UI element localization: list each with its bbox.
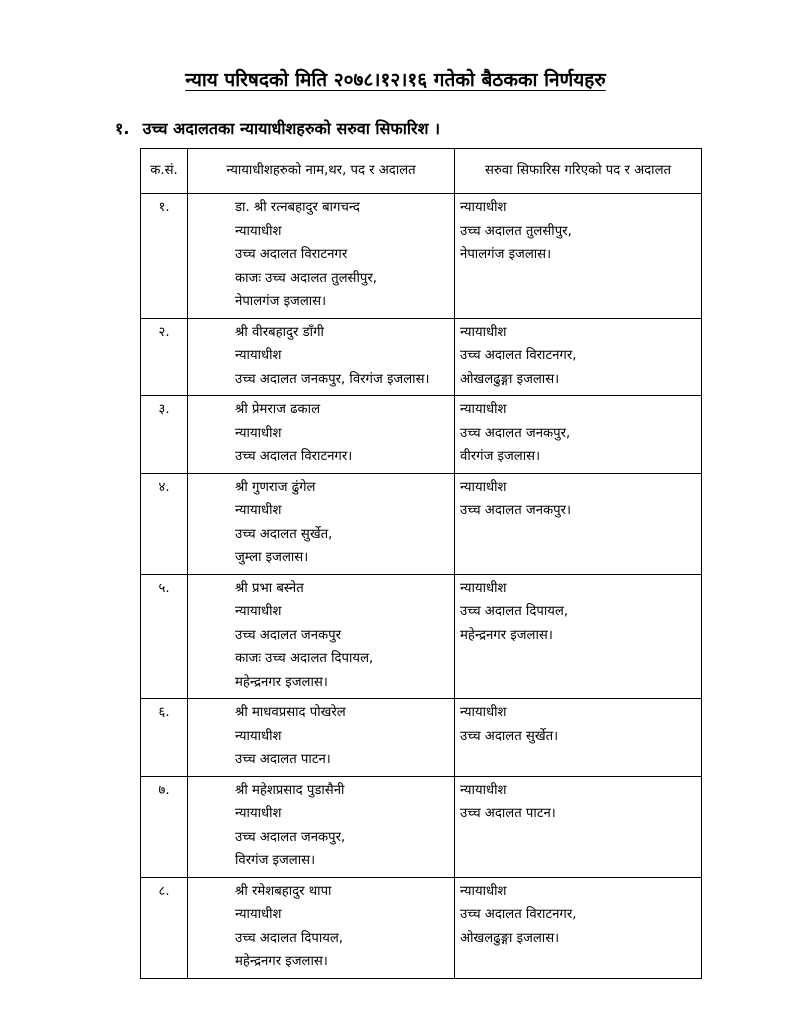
judge-line: महेन्द्रनगर इजलास। <box>235 674 328 690</box>
transfer-line: वीरगंज इजलास। <box>460 449 541 464</box>
transfer-cell <box>455 194 702 319</box>
serial-number-cell: १. <box>141 194 188 319</box>
judge-line: जुम्ला इजलास। <box>235 550 309 565</box>
serial-number-cell: ३. <box>141 396 188 474</box>
judge-line: काजः उच्च अदालत तुलसीपुर, <box>235 270 377 286</box>
judge-cell <box>188 396 455 474</box>
transfer-line: उच्च अदालत विराटनगर, <box>460 348 577 363</box>
transfer-line: उच्च अदालत तुलसीपुर, <box>460 223 572 239</box>
judge-cell <box>188 699 455 777</box>
judge-line: विरगंज इजलास। <box>235 853 316 868</box>
transfer-cell <box>455 776 702 877</box>
header-serial: क.सं. <box>141 149 188 194</box>
judge-line: श्री महेशप्रसाद पुडासैनी <box>235 782 345 798</box>
transfer-line: न्यायाधीश <box>460 782 507 798</box>
judge-line: श्री प्रेमराज ढकाल <box>235 402 321 417</box>
judge-line: उच्च अदालत जनकपुर, <box>235 829 346 845</box>
judge-line: न्यायाधीश <box>235 503 282 518</box>
transfer-line: उच्च अदालत जनकपुर, <box>460 425 571 441</box>
transfer-line: ओखलढुङ्गा इजलास। <box>460 371 560 387</box>
judge-line: उच्च अदालत पाटन। <box>235 752 331 767</box>
transfer-line: उच्च अदालत दिपायल, <box>460 604 569 619</box>
judge-line: उच्च अदालत जनकपुर <box>235 627 342 643</box>
transfer-line: न्यायाधीश <box>460 402 507 417</box>
transfer-cell <box>455 877 702 978</box>
judge-line: डा. श्री रत्नबहादुर बागचन्द <box>235 200 360 215</box>
judge-line: उच्च अदालत विराटनगर <box>235 247 348 262</box>
transfer-cell <box>455 318 702 396</box>
transfer-line: महेन्द्रनगर इजलास। <box>460 627 553 643</box>
table-row <box>141 473 702 574</box>
judge-line: महेन्द्रनगर इजलास। <box>235 954 328 969</box>
judge-cell <box>188 877 455 978</box>
judge-line: उच्च अदालत सुर्खेत, <box>235 526 333 542</box>
section-number: १. <box>115 119 130 138</box>
judge-cell <box>188 194 455 319</box>
header-judge: न्यायाधीशहरुको नाम,थर, पद र अदालत <box>188 149 455 194</box>
transfer-line: न्यायाधीश <box>460 883 507 899</box>
table-row <box>141 318 702 396</box>
transfer-cell <box>455 699 702 777</box>
judge-line: श्री प्रभा बस्नेत <box>235 580 304 596</box>
page-title: न्याय परिषदको मिति २०७८।१२।१६ गतेको बैठकका निर्णयहरु <box>185 69 606 91</box>
transfer-line: नेपालगंज इजलास। <box>460 247 552 262</box>
serial-number-cell: ८. <box>141 877 188 978</box>
judge-line: उच्च अदालत दिपायल, <box>235 930 344 946</box>
judge-line: श्री वीरबहादुर डाँगी <box>235 324 324 340</box>
transfer-line: उच्च अदालत विराटनगर, <box>460 907 577 922</box>
judge-line: श्री माधवप्रसाद पोखरेल <box>235 705 346 720</box>
transfer-cell <box>455 574 702 699</box>
header-transfer: सरुवा सिफारिस गरिएको पद र अदालत <box>455 149 702 194</box>
transfer-cell <box>455 473 702 574</box>
judge-line: न्यायाधीश <box>235 223 282 239</box>
judge-line: नेपालगंज इजलास। <box>235 294 327 309</box>
transfer-cell <box>455 396 702 474</box>
judge-line: न्यायाधीश <box>235 907 282 922</box>
judge-line: उच्च अदालत जनकपुर, विरगंज इजलास। <box>235 371 430 387</box>
judge-cell <box>188 318 455 396</box>
table-header-row <box>141 149 702 194</box>
transfer-line: न्यायाधीश <box>460 200 507 215</box>
section-heading-text: उच्च अदालतका न्यायाधीशहरुको सरुवा सिफारिश । <box>142 119 441 138</box>
transfer-line: न्यायाधीश <box>460 580 507 596</box>
table-row <box>141 574 702 699</box>
table-row <box>141 877 702 978</box>
transfer-table <box>140 148 702 979</box>
transfer-line: ओखलढुङ्गा इजलास। <box>460 930 560 946</box>
table-row <box>141 396 702 474</box>
serial-number-cell: २. <box>141 318 188 396</box>
transfer-line: न्यायाधीश <box>460 324 507 340</box>
judge-line: न्यायाधीश <box>235 806 282 821</box>
judge-line: उच्च अदालत विराटनगर। <box>235 449 353 464</box>
transfer-line: उच्च अदालत पाटन। <box>460 806 556 821</box>
judge-line: श्री रमेशबहादुर थापा <box>235 883 332 899</box>
judge-line: न्यायाधीश <box>235 425 282 441</box>
serial-number-cell: ४. <box>141 473 188 574</box>
judge-line: काजः उच्च अदालत दिपायल, <box>235 651 374 666</box>
table-row <box>141 776 702 877</box>
transfer-line: न्यायाधीश <box>460 705 507 720</box>
transfer-line: उच्च अदालत सुर्खेत। <box>460 728 559 744</box>
transfer-line: न्यायाधीश <box>460 479 507 495</box>
judge-line: न्यायाधीश <box>235 348 282 363</box>
serial-number-cell: ७. <box>141 776 188 877</box>
section-heading <box>115 117 440 139</box>
judge-cell <box>188 776 455 877</box>
table-row <box>141 699 702 777</box>
serial-number-cell: ६. <box>141 699 188 777</box>
judge-cell <box>188 574 455 699</box>
judge-line: श्री गुणराज ढुंगेल <box>235 479 316 495</box>
transfer-line: उच्च अदालत जनकपुर। <box>460 503 572 518</box>
serial-number-cell: ५. <box>141 574 188 699</box>
judge-cell <box>188 473 455 574</box>
judge-line: न्यायाधीश <box>235 728 282 744</box>
table-row <box>141 194 702 319</box>
judge-line: न्यायाधीश <box>235 604 282 619</box>
